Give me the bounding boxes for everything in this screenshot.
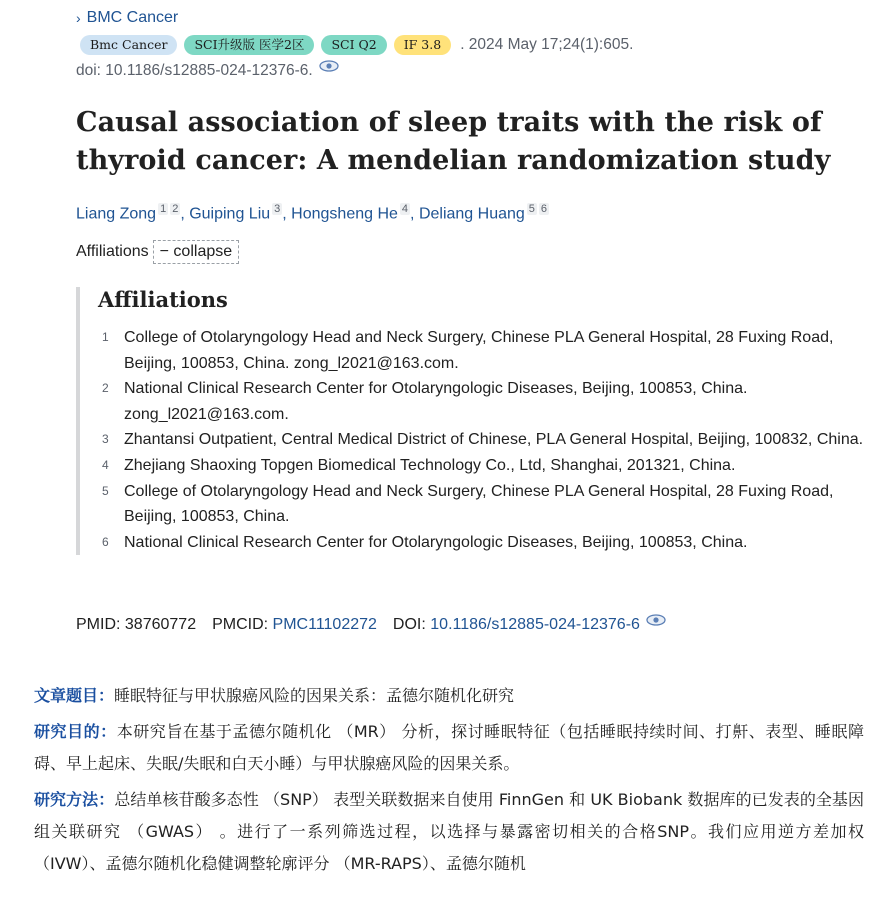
affiliation-ref[interactable]: 4 [401, 203, 409, 215]
affiliation-item: 5 College of Otolaryngology Head and Neck Surgery, Chinese PLA General Hospital, 28 Fuxing Road, Beijing, 100853, China. [102, 482, 834, 526]
journal-badge: Bmc Cancer [80, 35, 177, 55]
pmcid-label: PMCID: [212, 616, 269, 633]
doi-text: doi: 10.1186/s12885-024-12376-6. [76, 62, 313, 79]
citation-text: . 2024 May 17;24(1):605. [460, 36, 634, 53]
doi-link[interactable]: 10.1186/s12885-024-12376-6 [430, 616, 640, 633]
affiliations-label: Affiliations [76, 243, 149, 260]
affiliations-list [98, 325, 878, 555]
sci-upgrade-badge: SCI升级版 医学2区 [184, 35, 314, 55]
affiliations-heading: Affiliations [98, 287, 228, 312]
affiliations-toggle-row [76, 240, 239, 264]
affiliation-item: 2 National Clinical Research Center for Otolaryngologic Diseases, Beijing, 100853, China. zong_l2021@163.com. [102, 380, 748, 423]
author-link[interactable]: Deliang Huang [418, 205, 525, 223]
affiliation-item: 1 College of Otolaryngology Head and Neck Surgery, Chinese PLA General Hospital, 28 Fuxing Road, Beijing, 100853, China. zong_l2021@163.com. [102, 329, 834, 372]
author-link[interactable]: Guiping Liu [189, 205, 271, 223]
identifier-row [76, 616, 666, 634]
collapse-button[interactable]: − collapse [153, 240, 240, 264]
affiliation-ref[interactable]: 2 [172, 203, 179, 215]
pmcid-link[interactable]: PMC11102272 [272, 616, 377, 633]
doi-line [76, 62, 339, 80]
author-link[interactable]: Liang Zong [76, 205, 157, 223]
affiliation-item: 6 National Clinical Research Center for Otolaryngologic Diseases, Beijing, 100853, China. [102, 533, 748, 551]
view-icon[interactable] [319, 60, 339, 72]
journal-link-label[interactable]: BMC Cancer [86, 9, 179, 26]
view-icon[interactable] [646, 614, 666, 626]
summary-objective-paragraph: 研究目的：本研究旨在基于孟德尔随机化 （MR） 分析，探讨睡眠特征（包括睡眠持续时间、打鼾、表型、睡眠障碍、早上起床、失眠/失眠和白天小睡）与甲状腺癌风险的因果关系。 [34, 722, 864, 773]
affiliation-item: 3 Zhantansi Outpatient, Central Medical District of Chinese, PLA General Hospital, Beijing, 100832, China. [102, 431, 864, 449]
author-link[interactable]: Hongsheng He [291, 205, 398, 223]
summary-methods-paragraph: 研究方法：总结单核苷酸多态性 （SNP） 表型关联数据来自使用 FinnGen 和 UK Biobank 数据库的已发表的全基因组关联研究 （GWAS） 。进行了一系列筛选过程，以选择与暴露密切相关的合格SNP。我们应用逆方差加权 （IVW）、孟德尔随机化稳健调整轮廓评分 （MR-RAPS）、孟德尔随机 [34, 790, 864, 873]
sci-quartile-badge: SCI Q2 [321, 35, 386, 55]
affiliation-ref[interactable]: 3 [274, 203, 281, 215]
affiliation-ref[interactable]: 5 [528, 203, 535, 215]
chevron-right-icon: › [76, 10, 81, 26]
pmid-value: 38760772 [124, 616, 197, 633]
affiliation-ref[interactable]: 1 [160, 203, 167, 215]
affiliations-panel [76, 287, 878, 555]
article-title: Causal association of sleep traits with the risk of thyroid cancer: A mendelian randomization study [76, 107, 831, 176]
doi-label: DOI: [392, 616, 426, 633]
affiliation-ref[interactable]: 6 [540, 203, 548, 215]
badge-row [80, 35, 633, 55]
chinese-summary [34, 680, 864, 884]
author-list: Liang Zong $^1$ $^2$ , Guiping Liu $^3$ , Hongsheng He $^4$ , Deliang Huang $^5$ $^6$ [76, 203, 548, 223]
affiliation-item: 4 Zhejiang Shaoxing Topgen Biomedical Technology Co., Ltd, Shanghai, 201321, China. [102, 456, 736, 474]
pmid-label: PMID: [76, 616, 121, 633]
summary-title-paragraph: 文章题目：睡眠特征与甲状腺癌风险的因果关系：孟德尔随机化研究 [34, 686, 515, 705]
journal-link[interactable] [76, 9, 178, 27]
impact-factor-badge: IF 3.8 [394, 35, 451, 55]
